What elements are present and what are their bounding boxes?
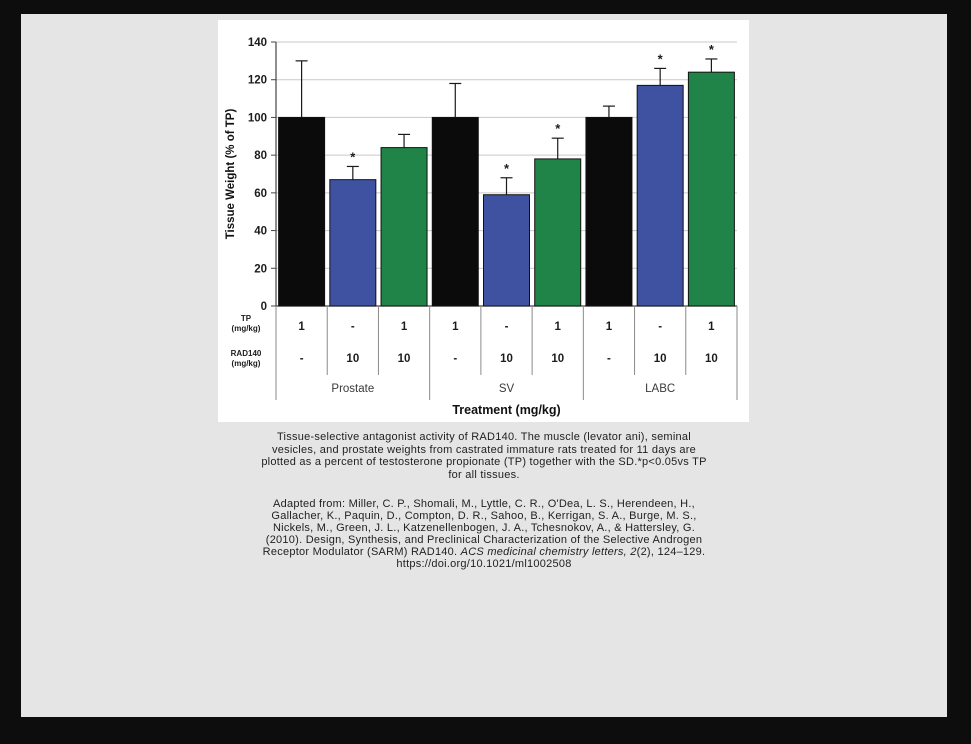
table-row-label: (mg/kg) xyxy=(231,324,261,333)
chart-panel xyxy=(218,20,749,422)
y-tick-label: 100 xyxy=(247,112,267,125)
table-row-label: (mg/kg) xyxy=(231,359,261,368)
y-tick-label: 80 xyxy=(254,150,267,163)
table-cell: - xyxy=(453,353,458,365)
bar xyxy=(688,72,734,306)
table-cell: 10 xyxy=(397,353,411,365)
bar xyxy=(637,85,683,306)
page-background xyxy=(21,14,947,717)
significance-asterisk: * xyxy=(503,160,510,176)
table-cell: 10 xyxy=(551,353,565,365)
citation-text xyxy=(21,498,947,570)
citation-line: (2010). Design, Synthesis, and Preclinical Characterization of the Selective Androgen xyxy=(265,534,703,546)
table-cell: 10 xyxy=(346,353,360,365)
group-label: Prostate xyxy=(331,383,375,395)
table-cell: - xyxy=(607,353,611,365)
citation-line: Adapted from: Miller, C. P., Shomali, M., Lyttle, C. R., O'Dea, L. S., Herendeen, H., xyxy=(273,498,695,510)
caption-line: plotted as a percent of testosterone propionate (TP) together with the SD.*p<0.05vs TP xyxy=(261,456,707,468)
x-axis-title: Treatment (mg/kg) xyxy=(452,403,561,417)
group-label: LABC xyxy=(645,383,676,395)
table-cell: 10 xyxy=(500,353,513,365)
significance-asterisk: * xyxy=(350,149,356,165)
y-tick-label: 40 xyxy=(254,225,267,238)
y-tick-label: 0 xyxy=(260,301,267,313)
journal-name-italic: ACS medicinal chemistry letters, 2 xyxy=(460,546,637,558)
bar-chart-svg xyxy=(218,20,749,422)
table-cell: 1 xyxy=(708,321,715,333)
significance-asterisk: * xyxy=(555,121,561,137)
group-label: SV xyxy=(498,383,515,395)
table-cell: 1 xyxy=(400,321,408,333)
citation-line: Receptor Modulator (SARM) RAD140. ACS medicinal chemistry letters, 2(2), 124–129. xyxy=(262,546,706,558)
bar xyxy=(432,117,478,306)
table-cell: - xyxy=(504,321,509,333)
bar xyxy=(586,117,632,306)
citation-line: Gallacher, K., Paquin, D., Compton, D. R., Sahoo, B., Kerrigan, S. A., Burge, M. S., xyxy=(271,510,697,522)
y-axis-title: Tissue Weight (% of TP) xyxy=(225,108,237,240)
bar xyxy=(535,159,581,306)
bar xyxy=(484,195,530,306)
y-tick-label: 120 xyxy=(247,74,267,87)
citation-line: https://doi.org/10.1021/ml1002508 xyxy=(396,558,572,570)
bar xyxy=(381,148,427,306)
table-cell: - xyxy=(350,321,355,333)
table-cell: 1 xyxy=(298,321,305,333)
table-row-label: TP xyxy=(240,314,252,323)
table-cell: 1 xyxy=(554,321,561,333)
y-tick-label: 60 xyxy=(254,187,267,200)
significance-asterisk: * xyxy=(657,51,663,67)
figure-caption xyxy=(21,431,947,481)
citation-line: Nickels, M., Green, J. L., Katzenellenbogen, J. A., Tchesnokov, A., & Hattersley, G. xyxy=(272,522,696,534)
y-tick-label: 140 xyxy=(247,37,267,49)
caption-line: vesicles, and prostate weights from castrated immature rats treated for 11 days are xyxy=(271,443,697,456)
bar xyxy=(330,180,376,306)
table-cell: 10 xyxy=(704,353,718,365)
caption-line: for all tissues. xyxy=(448,468,520,481)
caption-line: Tissue-selective antagonist activity of RAD140. The muscle (levator ani), seminal xyxy=(277,431,691,443)
table-cell: 1 xyxy=(605,321,613,333)
table-row-label: RAD140 xyxy=(230,349,262,358)
table-cell: - xyxy=(658,321,663,333)
significance-asterisk: * xyxy=(708,41,714,57)
table-cell: - xyxy=(299,353,304,365)
y-tick-label: 20 xyxy=(254,263,267,276)
table-cell: 1 xyxy=(452,321,459,333)
table-cell: 10 xyxy=(653,353,667,365)
bar xyxy=(279,117,325,306)
